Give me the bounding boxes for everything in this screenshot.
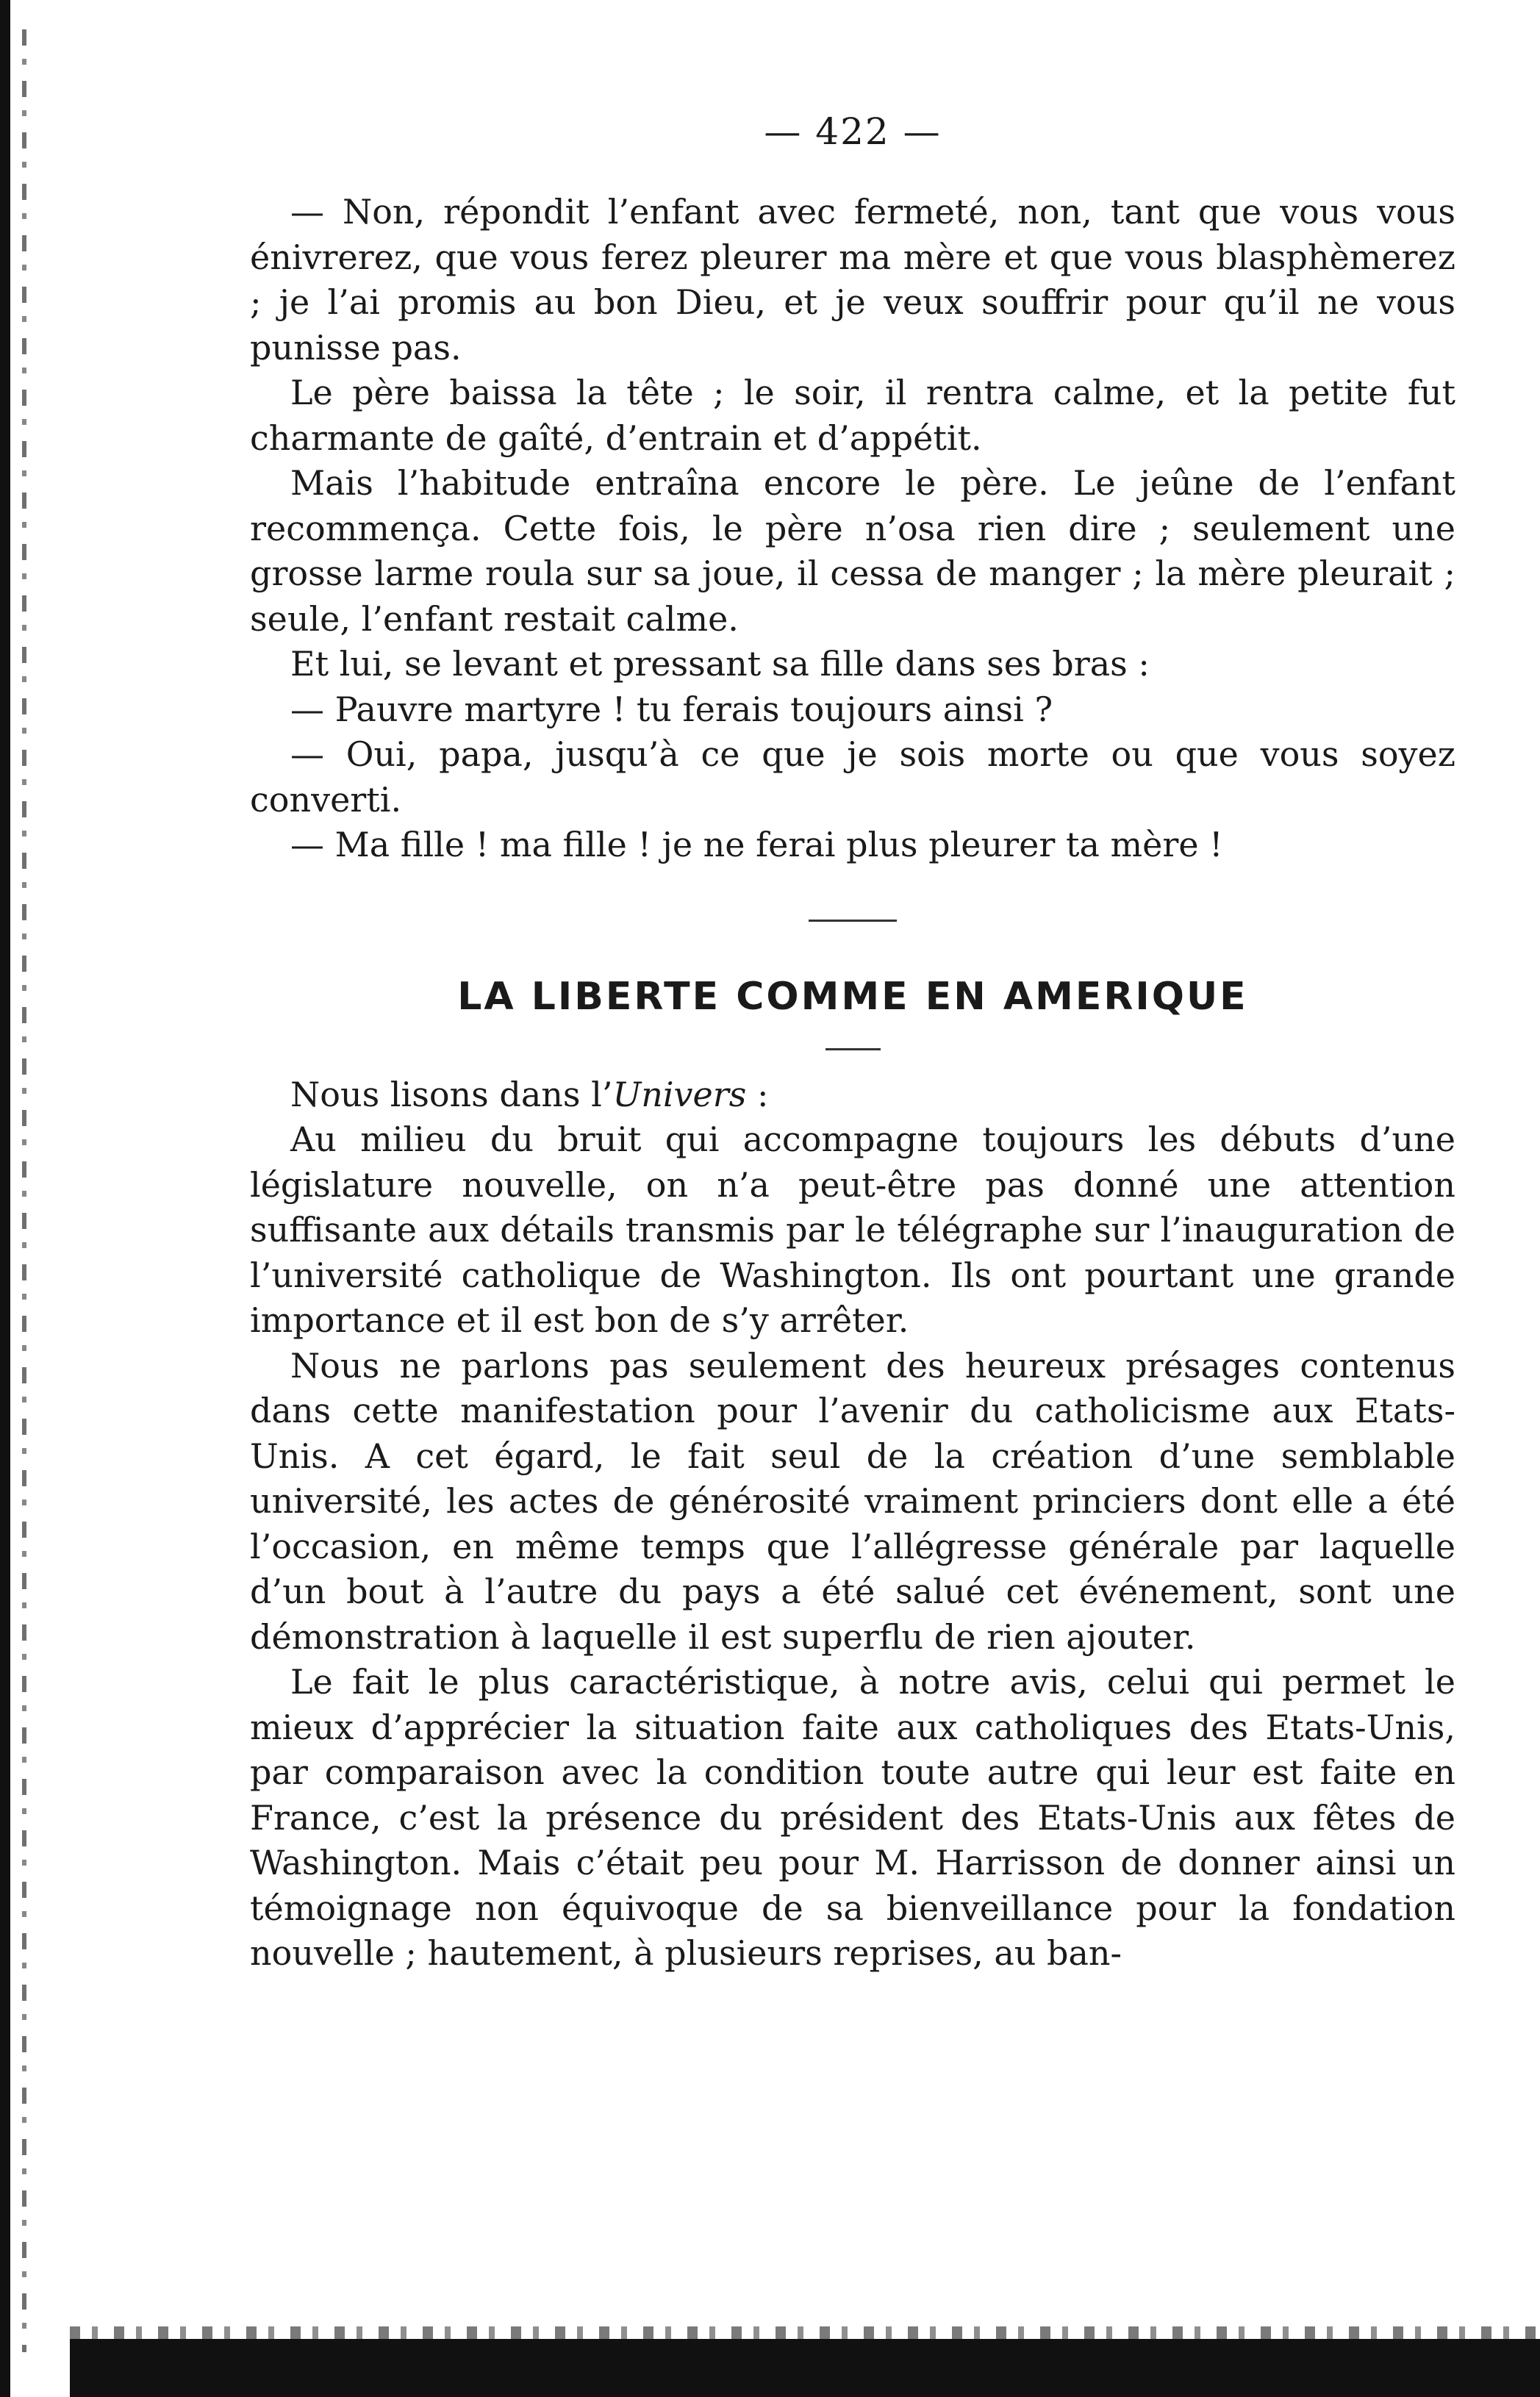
paragraph: Mais l’habitude entraîna encore le père. Le jeûne de l’enfant recommença. Cette fois, le père n’osa rien dire ; seulement une grosse larme roula sur sa joue, il cessa de manger ; la mère pleurait ; seule, l’enfant restait calme. [250, 463, 1455, 639]
page-number: — 422 — [764, 110, 942, 153]
paragraph: — Oui, papa, jusqu’à ce que je sois morte ou que vous soyez converti. [250, 734, 1455, 820]
paragraph: Et lui, se levant et pressant sa fille dans ses bras : [290, 644, 1150, 684]
paragraph: — Pauvre martyre ! tu ferais toujours ainsi ? [290, 689, 1053, 729]
paragraph: Le père baissa la tête ; le soir, il rentra calme, et la petite fut charmante de gaîté, d’entrain et d’appétit. [250, 373, 1455, 458]
paragraph: — Ma fille ! ma fille ! je ne ferai plus pleurer ta mère ! [290, 825, 1223, 864]
scan-edge-bottom [70, 2339, 1540, 2397]
paragraph: Le fait le plus caractéristique, à notre avis, celui qui permet le mieux d’apprécier la situation faite aux catholiques des Etats-Unis, par comparaison avec la condition toute autre qui leur est faite en France, c’est la présence du président des Etats-Unis aux fêtes de Washington. Mais c’était peu pour M. Harrisson de donner ainsi un témoignage non équivoque de sa bienveillance pour la fondation nouvelle ; hautement, à plusieurs reprises, au ban- [250, 1662, 1455, 1973]
paragraph: Au milieu du bruit qui accompagne toujours les débuts d’une législature nouvelle, on n’a peut-être pas donné une attention suffisante aux détails transmis par le télégraphe sur l’inauguration de l’université catholique de Washington. Ils ont pourtant une grande importance et il est bon de s’y arrêter. [250, 1119, 1455, 1340]
title-underline [825, 1048, 881, 1050]
source-name: Univers [612, 1074, 747, 1114]
story-conclusion [250, 190, 1455, 868]
intro-prefix: Nous lisons dans l’ [290, 1074, 613, 1114]
page [250, 110, 1455, 1977]
scan-edge-left [0, 0, 10, 2397]
paragraph: — Non, répondit l’enfant avec fermeté, non, tant que vous vous énivrerez, que vous ferez pleurer ma mère et que vous blasphèmerez ; je l’ai promis au bon Dieu, et je veux souffrir pour qu’il ne vous punisse pas. [250, 192, 1455, 368]
intro-suffix: : [746, 1074, 769, 1114]
section-divider [809, 920, 897, 922]
paragraph: Nous ne parlons pas seulement des heureux présages contenus dans cette manifestation pour l’avenir du catholicisme aux Etats-Unis. A cet égard, le fait seul de la création d’une semblable université, les actes de générosité vraiment princiers dont elle a été l’occasion, en même temps que l’allégresse générale par laquelle d’un bout à l’autre du pays a été salué cet événement, sont une démonstration à laquelle il est superflu de rien ajouter. [250, 1345, 1455, 1657]
article-title: LA LIBERTE COMME EN AMERIQUE [457, 974, 1248, 1019]
article-body [250, 1072, 1455, 1977]
article-intro [250, 1072, 1455, 1118]
scan-edge-noise [22, 29, 26, 2352]
